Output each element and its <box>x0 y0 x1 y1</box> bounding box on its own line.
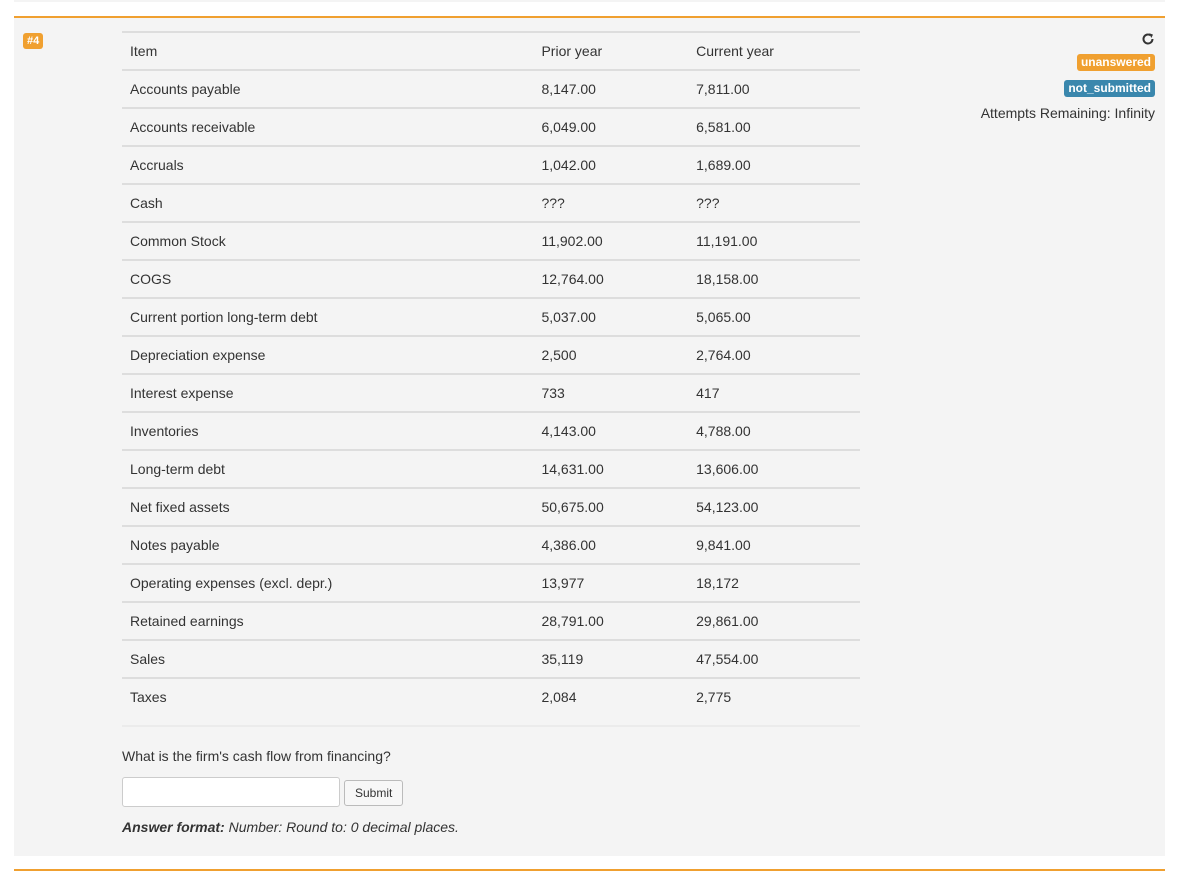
submission-badge: not_submitted <box>1064 80 1155 97</box>
table-divider <box>122 725 860 727</box>
cell-item: Taxes <box>122 678 533 715</box>
cell-current-year: 54,123.00 <box>688 488 860 526</box>
answer-input[interactable] <box>122 777 340 807</box>
cell-prior-year: 733 <box>533 374 688 412</box>
question-status-panel <box>981 32 1155 121</box>
cell-item: Net fixed assets <box>122 488 533 526</box>
cell-prior-year: 14,631.00 <box>533 450 688 488</box>
table-header-row <box>122 32 860 70</box>
cell-current-year: 18,172 <box>688 564 860 602</box>
cell-prior-year: 1,042.00 <box>533 146 688 184</box>
cell-item: Long-term debt <box>122 450 533 488</box>
question-number-badge: #4 <box>23 33 43 49</box>
cell-prior-year: 6,049.00 <box>533 108 688 146</box>
question-prompt: What is the firm's cash flow from financing? <box>122 748 391 764</box>
cell-item: Accruals <box>122 146 533 184</box>
cell-current-year: 5,065.00 <box>688 298 860 336</box>
cell-prior-year: 12,764.00 <box>533 260 688 298</box>
submit-button[interactable]: Submit <box>344 780 403 806</box>
cell-current-year: 2,764.00 <box>688 336 860 374</box>
cell-current-year: 11,191.00 <box>688 222 860 260</box>
cell-item: Inventories <box>122 412 533 450</box>
table-row <box>122 488 860 526</box>
cell-prior-year: 13,977 <box>533 564 688 602</box>
cell-current-year: 29,861.00 <box>688 602 860 640</box>
answer-format <box>122 819 459 835</box>
cell-item: Sales <box>122 640 533 678</box>
table-row <box>122 70 860 108</box>
table-row <box>122 336 860 374</box>
cell-current-year: 417 <box>688 374 860 412</box>
table-row <box>122 146 860 184</box>
cell-prior-year: 4,386.00 <box>533 526 688 564</box>
cell-prior-year: 4,143.00 <box>533 412 688 450</box>
cell-prior-year: 2,084 <box>533 678 688 715</box>
cell-item: Common Stock <box>122 222 533 260</box>
cell-prior-year: 8,147.00 <box>533 70 688 108</box>
cell-prior-year: 50,675.00 <box>533 488 688 526</box>
cell-item: Accounts receivable <box>122 108 533 146</box>
cell-current-year: 18,158.00 <box>688 260 860 298</box>
table-row <box>122 184 860 222</box>
cell-current-year: 13,606.00 <box>688 450 860 488</box>
cell-item: Notes payable <box>122 526 533 564</box>
data-table <box>122 31 860 715</box>
cell-item: Operating expenses (excl. depr.) <box>122 564 533 602</box>
cell-prior-year: ??? <box>533 184 688 222</box>
table-row <box>122 108 860 146</box>
table-row <box>122 412 860 450</box>
cell-item: Cash <box>122 184 533 222</box>
cell-prior-year: 2,500 <box>533 336 688 374</box>
refresh-icon[interactable] <box>1141 32 1155 46</box>
bottom-rule <box>14 869 1165 871</box>
cell-current-year: 47,554.00 <box>688 640 860 678</box>
cell-item: COGS <box>122 260 533 298</box>
top-strip <box>14 0 1165 2</box>
cell-current-year: 2,775 <box>688 678 860 715</box>
cell-item: Current portion long-term debt <box>122 298 533 336</box>
cell-item: Interest expense <box>122 374 533 412</box>
cell-current-year: 4,788.00 <box>688 412 860 450</box>
cell-current-year: 1,689.00 <box>688 146 860 184</box>
attempts-remaining: Attempts Remaining: Infinity <box>980 105 1155 121</box>
cell-item: Depreciation expense <box>122 336 533 374</box>
cell-item: Accounts payable <box>122 70 533 108</box>
table-row <box>122 526 860 564</box>
cell-current-year: 6,581.00 <box>688 108 860 146</box>
table-row <box>122 260 860 298</box>
column-header-current-year: Current year <box>688 32 860 70</box>
table-row <box>122 222 860 260</box>
table-row <box>122 640 860 678</box>
table-row <box>122 602 860 640</box>
answer-format-label: Answer format: <box>122 819 225 835</box>
cell-prior-year: 5,037.00 <box>533 298 688 336</box>
table-body <box>122 70 860 715</box>
cell-current-year: 7,811.00 <box>688 70 860 108</box>
column-header-item: Item <box>122 32 533 70</box>
cell-item: Retained earnings <box>122 602 533 640</box>
status-badge: unanswered <box>1077 54 1155 71</box>
table-row <box>122 298 860 336</box>
cell-prior-year: 35,119 <box>533 640 688 678</box>
table-row <box>122 678 860 715</box>
table-row <box>122 564 860 602</box>
cell-current-year: 9,841.00 <box>688 526 860 564</box>
answer-format-text: Number: Round to: 0 decimal places. <box>228 819 459 835</box>
table-row <box>122 374 860 412</box>
cell-current-year: ??? <box>688 184 860 222</box>
table-row <box>122 450 860 488</box>
cell-prior-year: 11,902.00 <box>533 222 688 260</box>
question-card <box>14 16 1165 856</box>
column-header-prior-year: Prior year <box>533 32 688 70</box>
cell-prior-year: 28,791.00 <box>533 602 688 640</box>
